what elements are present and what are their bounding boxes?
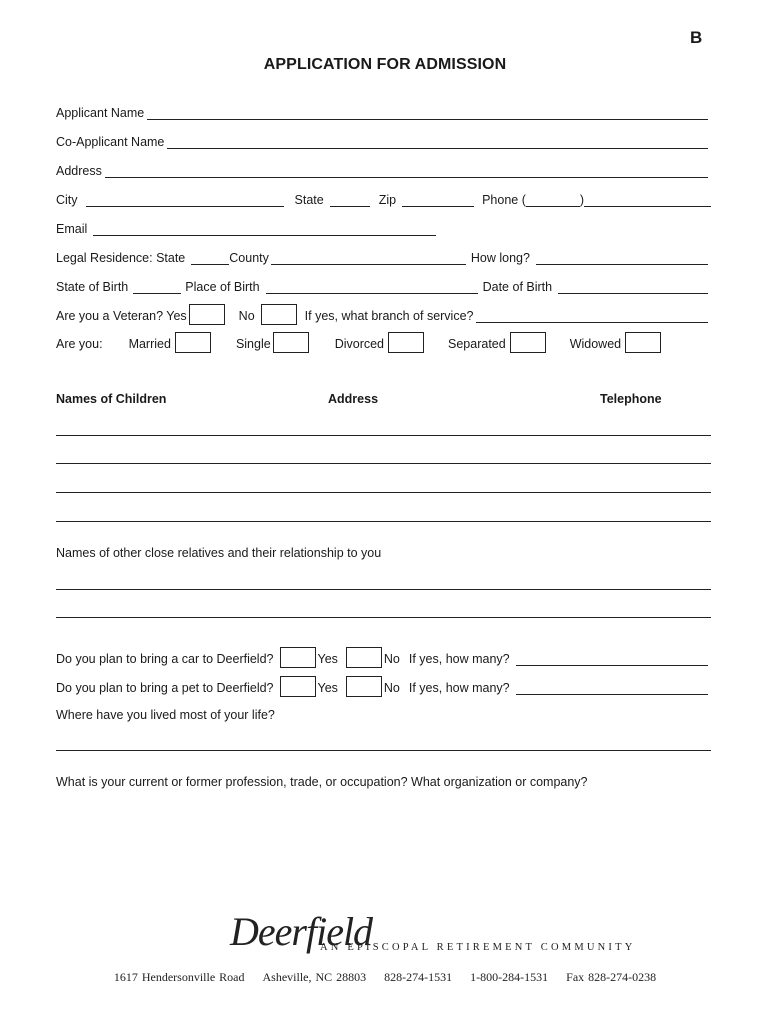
state-of-birth-field[interactable] [133,280,181,294]
date-of-birth-label: Date of Birth [482,280,553,294]
co-applicant-row [56,131,711,149]
veteran-row [56,305,711,323]
pet-how-many-field[interactable] [516,681,708,695]
veteran-no-checkbox[interactable] [261,304,297,325]
applicant-name-row [56,102,711,120]
are-you-label: Are you: [56,337,103,351]
residence-state-field[interactable] [191,251,229,265]
widowed-checkbox[interactable] [625,332,661,353]
phone-label: Phone ( [482,193,526,207]
relatives-line-2[interactable] [56,617,711,618]
car-no-label: No [383,652,400,666]
car-row [56,648,711,666]
branch-label: If yes, what branch of service? [304,309,474,323]
veteran-no-label: No [238,309,255,323]
divorced-checkbox[interactable] [388,332,424,353]
car-yes-label: Yes [317,652,338,666]
city-field[interactable] [86,193,284,207]
car-yes-checkbox[interactable] [280,647,316,668]
divorced-label: Divorced [334,337,385,351]
county-field[interactable] [271,251,466,265]
veteran-yes-checkbox[interactable] [189,304,225,325]
legal-residence-label: Legal Residence: State [56,251,186,265]
pet-no-checkbox[interactable] [346,676,382,697]
city-label: City [56,193,78,207]
phone-area-field[interactable] [526,193,580,207]
separated-checkbox[interactable] [510,332,546,353]
marital-row [56,333,711,351]
place-of-birth-field[interactable] [266,280,478,294]
relatives-line-1[interactable] [56,589,711,590]
phone-field[interactable] [584,193,711,207]
lived-most-line[interactable] [56,750,711,751]
how-long-field[interactable] [536,251,708,265]
zip-label: Zip [378,193,397,207]
pet-row [56,677,711,695]
car-how-many-label: If yes, how many? [408,652,510,666]
email-label: Email [56,222,88,236]
legal-residence-row [56,247,711,265]
car-question-label: Do you plan to bring a car to Deerfield? [56,652,274,666]
pet-question-label: Do you plan to bring a pet to Deerfield? [56,681,274,695]
form-title: APPLICATION FOR ADMISSION [263,56,507,73]
address-row [56,160,711,178]
county-label: County [229,251,269,265]
children-names-header: Names of Children [56,392,167,406]
applicant-name-field[interactable] [147,106,708,120]
branch-field[interactable] [476,309,709,323]
footer-phone1: 828-274-1531 [384,970,453,984]
widowed-label: Widowed [569,337,622,351]
deerfield-logo-script: Deerfield [230,909,373,954]
children-line-2[interactable] [56,463,711,464]
relatives-label: Names of other close relatives and their relationship to you [56,546,382,560]
form-letter: B [690,28,703,47]
footer-fax: Fax 828-274-0238 [566,970,657,984]
co-applicant-field[interactable] [167,135,708,149]
children-telephone-header: Telephone [600,392,662,406]
pet-yes-checkbox[interactable] [280,676,316,697]
deerfield-tagline: AN EPISCOPAL RETIREMENT COMMUNITY [320,942,636,953]
children-line-3[interactable] [56,492,711,493]
applicant-name-label: Applicant Name [56,106,145,120]
car-how-many-field[interactable] [516,652,708,666]
separated-label: Separated [448,337,506,351]
married-label: Married [128,337,171,351]
pet-how-many-label: If yes, how many? [408,681,510,695]
married-checkbox[interactable] [175,332,211,353]
car-no-checkbox[interactable] [346,647,382,668]
date-of-birth-field[interactable] [558,280,708,294]
profession-label: What is your current or former profession, trade, or occupation? What organization or company? [56,775,588,789]
children-line-1[interactable] [56,435,711,436]
co-applicant-label: Co-Applicant Name [56,135,165,149]
single-checkbox[interactable] [273,332,309,353]
veteran-label: Are you a Veteran? Yes [56,309,187,323]
state-label: State [294,193,324,207]
footer-address [0,970,770,985]
children-address-header: Address [328,392,379,406]
footer-city: Asheville, NC 28803 [262,970,367,984]
pet-yes-label: Yes [317,681,338,695]
birth-row [56,276,711,294]
zip-field[interactable] [402,193,474,207]
children-line-4[interactable] [56,521,711,522]
address-label: Address [56,164,102,178]
state-of-birth-label: State of Birth [56,280,129,294]
pet-no-label: No [383,681,400,695]
place-of-birth-label: Place of Birth [185,280,260,294]
how-long-label: How long? [470,251,530,265]
state-field[interactable] [330,193,370,207]
lived-most-label: Where have you lived most of your life? [56,708,275,722]
footer-street: 1617 Hendersonville Road [113,970,245,984]
city-row [56,189,711,207]
single-label: Single [235,337,271,351]
email-field[interactable] [93,222,436,236]
address-field[interactable] [105,164,708,178]
footer-phone2: 1-800-284-1531 [470,970,549,984]
email-row [56,218,711,236]
phone-close-paren: ) [579,193,585,207]
